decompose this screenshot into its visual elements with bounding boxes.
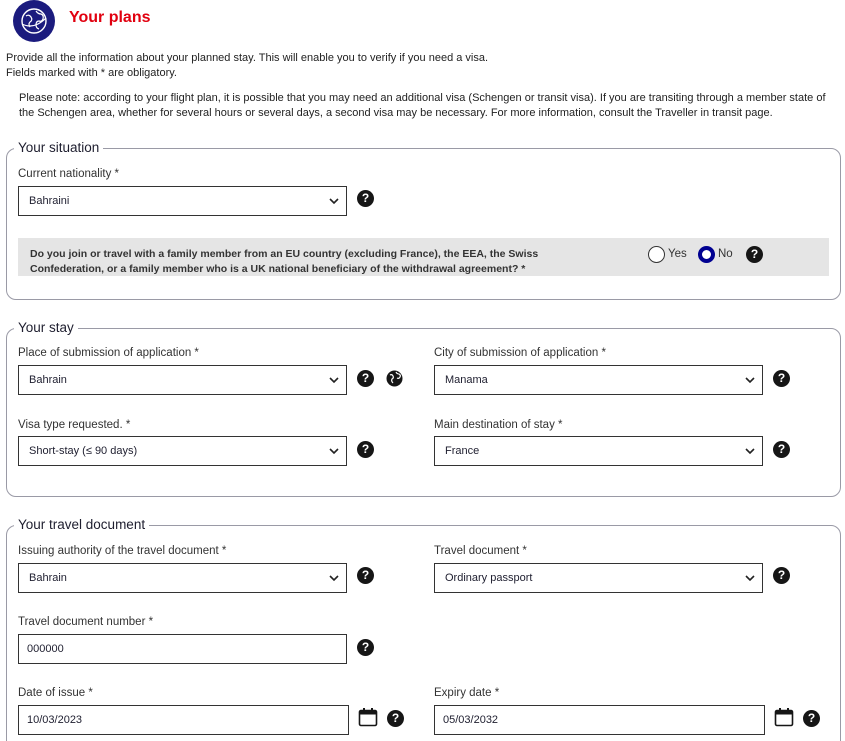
transit-note: Please note: according to your flight plan, it is possible that you may need an additional visa (Schengen or transit visa). If you are transiting through a member state of the Schengen area, whether for several hours or several days, a second visa may be necessary. For more information, consult the Traveller in transit page.: [19, 92, 826, 119]
question-circle-icon[interactable]: ?: [773, 567, 790, 584]
globe-icon[interactable]: [386, 370, 403, 387]
section-legend: Your travel document: [18, 517, 146, 532]
chevron-down-icon: [329, 196, 339, 206]
issue-date-input[interactable]: [18, 705, 349, 735]
destination-select[interactable]: [434, 436, 763, 466]
authority-value: Bahrain: [29, 572, 67, 584]
question-circle-icon[interactable]: ?: [357, 370, 374, 387]
nationality-select[interactable]: [18, 186, 347, 216]
destination-value: France: [445, 445, 480, 457]
question-circle-icon[interactable]: ?: [803, 710, 820, 727]
calendar-icon[interactable]: [358, 707, 378, 727]
globe-logo-icon: [13, 0, 55, 42]
place-select[interactable]: [18, 365, 347, 395]
nationality-value: Bahraini: [29, 195, 70, 207]
authority-label: Issuing authority of the travel document *: [18, 545, 227, 557]
visa-type-value: Short-stay (≤ 90 days): [29, 445, 138, 457]
expiry-date-value: 05/03/2032: [443, 714, 499, 726]
radio-yes-label: Yes: [668, 248, 687, 260]
calendar-icon[interactable]: [774, 707, 794, 727]
document-type-select[interactable]: [434, 563, 763, 593]
question-circle-icon[interactable]: ?: [773, 370, 790, 387]
family-question-text: Do you join or travel with a family member from an EU country (excluding France), the EEA, the Swiss Confederation, or a family member who is a UK national beneficiary of the withdrawal agreement? *: [30, 248, 539, 275]
document-type-label: Travel document *: [434, 545, 527, 557]
issue-date-label: Date of issue *: [18, 687, 93, 699]
intro-text: [6, 51, 488, 81]
chevron-down-icon: [329, 573, 339, 583]
question-circle-icon[interactable]: ?: [773, 441, 790, 458]
visa-type-label: Visa type requested. *: [18, 419, 131, 431]
page-title: Your plans: [69, 9, 151, 26]
question-circle-icon[interactable]: ?: [357, 639, 374, 656]
question-circle-icon[interactable]: ?: [357, 441, 374, 458]
chevron-down-icon: [745, 375, 755, 385]
visa-type-select[interactable]: [18, 436, 347, 466]
chevron-down-icon: [745, 446, 755, 456]
document-number-value: 000000: [27, 643, 64, 655]
question-circle-icon[interactable]: ?: [357, 567, 374, 584]
section-legend: Your situation: [18, 140, 100, 155]
document-number-input[interactable]: [18, 634, 347, 664]
destination-label: Main destination of stay *: [434, 419, 563, 431]
question-circle-icon[interactable]: ?: [746, 246, 763, 263]
city-label: City of submission of application *: [434, 347, 606, 359]
place-value: Bahrain: [29, 374, 67, 386]
question-circle-icon[interactable]: ?: [357, 190, 374, 207]
intro-line: Provide all the information about your planned stay. This will enable you to verify if you need a visa.: [6, 52, 489, 64]
city-value: Manama: [445, 374, 488, 386]
authority-select[interactable]: [18, 563, 347, 593]
nationality-label: Current nationality *: [18, 168, 119, 180]
header: [13, 1, 55, 41]
question-circle-icon[interactable]: ?: [387, 710, 404, 727]
document-number-label: Travel document number *: [18, 616, 154, 628]
expiry-date-input[interactable]: [434, 705, 765, 735]
chevron-down-icon: [745, 573, 755, 583]
chevron-down-icon: [329, 375, 339, 385]
radio-yes[interactable]: [648, 246, 665, 263]
radio-no[interactable]: [698, 246, 715, 263]
obligatory-note: Fields marked with * are obligatory.: [6, 67, 177, 79]
place-label: Place of submission of application *: [18, 347, 199, 359]
expiry-date-label: Expiry date *: [434, 687, 500, 699]
city-select[interactable]: [434, 365, 763, 395]
issue-date-value: 10/03/2023: [27, 714, 83, 726]
document-type-value: Ordinary passport: [445, 572, 533, 584]
radio-no-label: No: [718, 248, 733, 260]
chevron-down-icon: [329, 446, 339, 456]
section-legend: Your stay: [18, 320, 74, 335]
